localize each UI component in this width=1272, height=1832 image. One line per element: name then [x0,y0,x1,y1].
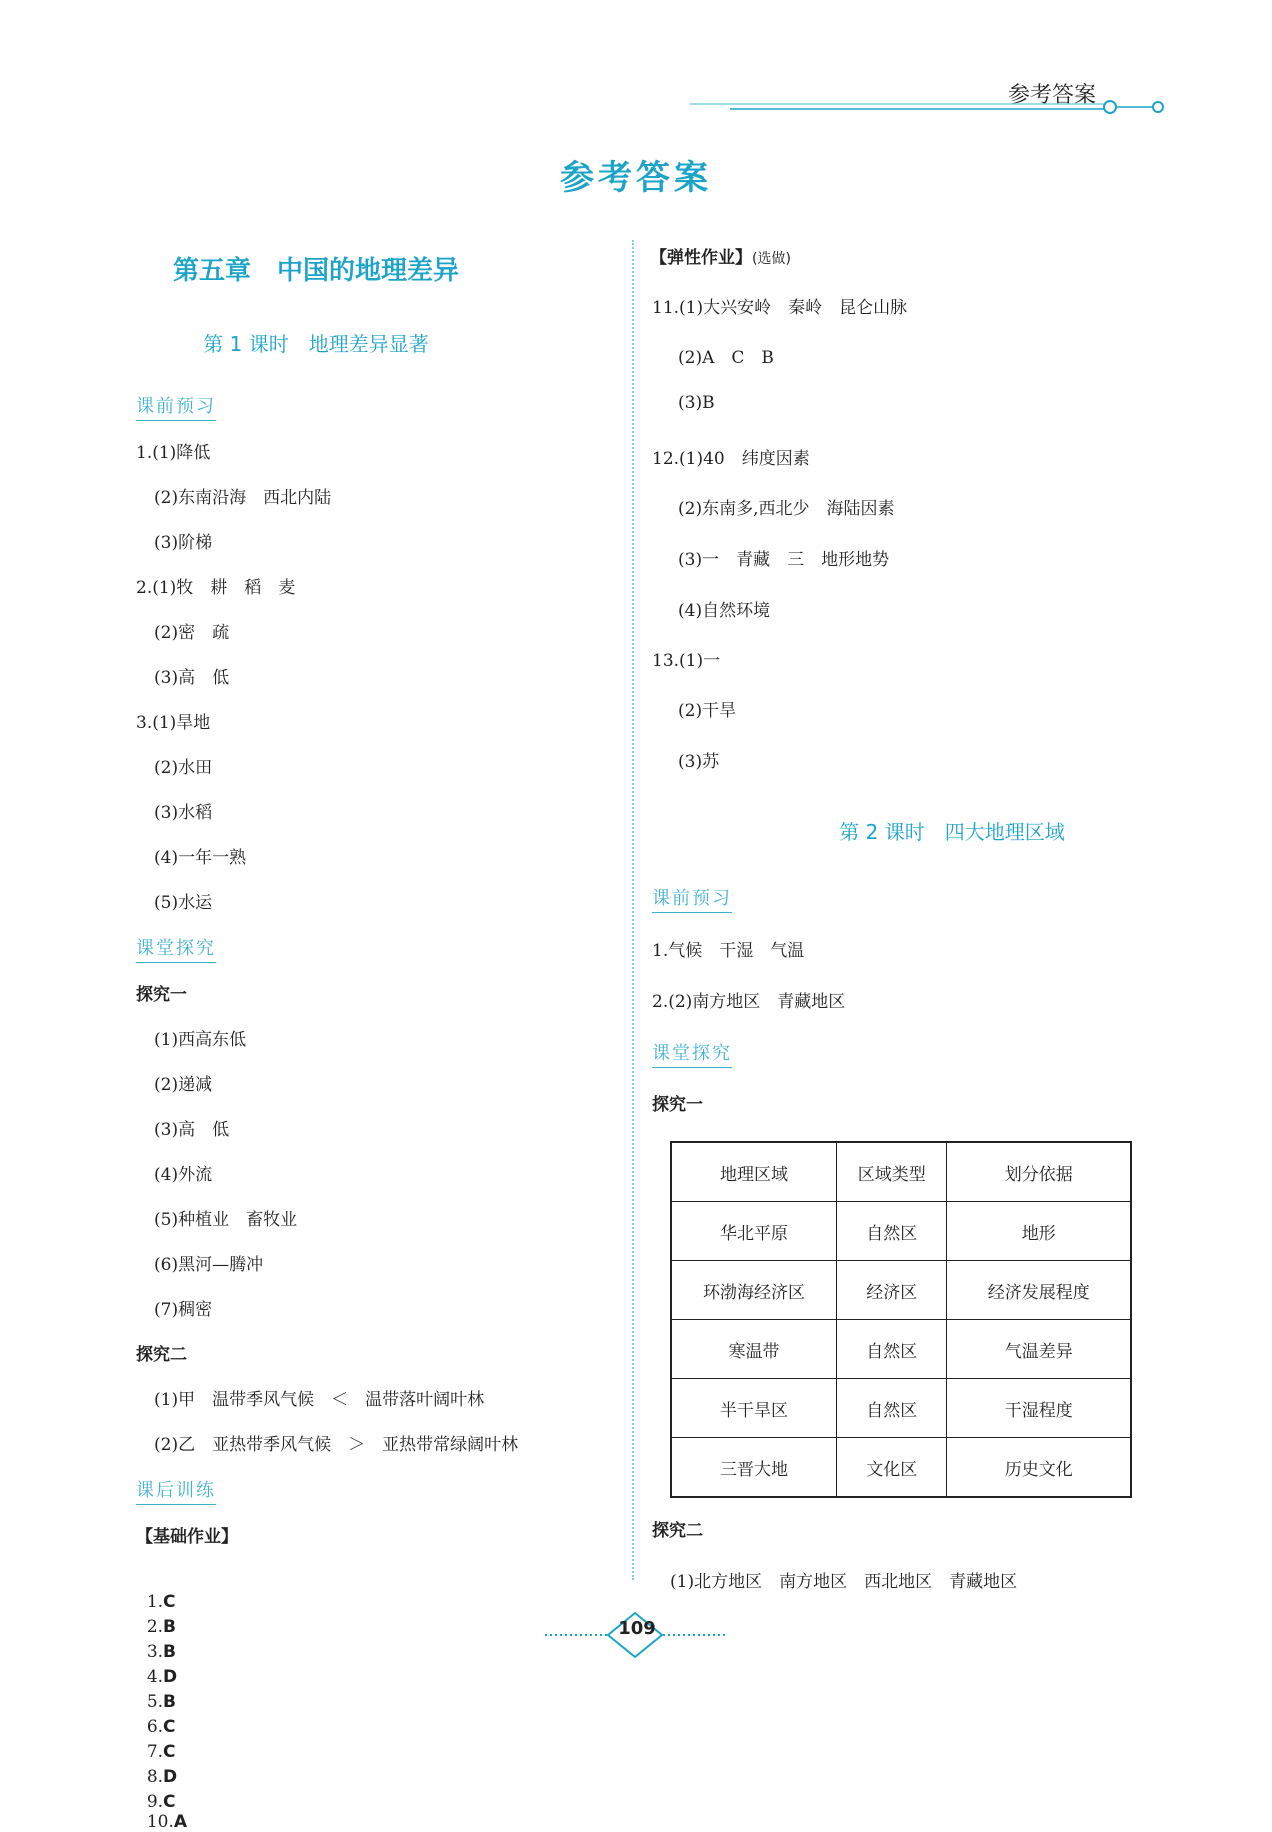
answer-line: 3.(1)旱地 [136,713,211,733]
table-header-cell: 区域类型 [837,1142,947,1202]
table-row [671,1438,1131,1498]
table-header-row [671,1142,1131,1202]
answer-line: 1.(1)降低 [136,443,211,463]
section-pre-study: 课前预习 [652,884,732,913]
table-row [671,1261,1131,1320]
table-header-cell: 划分依据 [947,1142,1131,1202]
answer-line: (1)西高东低 [154,1030,247,1050]
elastic-homework-heading: 【弹性作业】(选做) [650,248,791,268]
table-cell: 地形 [947,1202,1131,1261]
answer-line: (4)自然环境 [678,601,771,621]
explore-heading: 探究一 [136,985,187,1005]
lesson-title: 第 1 课时 地理差异显著 [203,332,429,356]
answer-line: (4)一年一熟 [154,848,247,868]
section-class-explore: 课堂探究 [136,934,216,963]
answer-line: (2)东南多,西北少 海陆因素 [678,499,895,519]
table-row [671,1320,1131,1379]
table-cell: 文化区 [837,1438,947,1498]
region-table [670,1141,1132,1498]
answer-line: (1)北方地区 南方地区 西北地区 青藏地区 [670,1572,1018,1592]
answer-line: 2.(2)南方地区 青藏地区 [652,992,846,1012]
table-cell: 自然区 [837,1320,947,1379]
table-cell: 自然区 [837,1379,947,1438]
table-cell: 历史文化 [947,1438,1131,1498]
answer-line: 13.(1)一 [652,651,721,671]
table-row [671,1379,1131,1438]
answer-line: (1)甲 温带季风气候 ＜ 温带落叶阔叶林 [154,1390,485,1410]
answer-line: (3)高 低 [154,668,230,688]
answer-line: 2.(1)牧 耕 稻 麦 [136,578,296,598]
table-cell: 干湿程度 [947,1379,1131,1438]
answer-line: (2)密 疏 [154,623,230,643]
section-pre-study: 课前预习 [136,392,216,421]
answer-line: (2)干旱 [678,701,737,721]
answer-line: (2)乙 亚热带季风气候 ＞ 亚热带常绿阔叶林 [154,1435,519,1455]
basic-homework-heading: 【基础作业】 [136,1527,238,1547]
section-after-class: 课后训练 [136,1476,216,1505]
answer-line: 11.(1)大兴安岭 秦岭 昆仑山脉 [652,298,908,318]
table-header-cell: 地理区域 [671,1142,837,1202]
answer-line: (5)种植业 畜牧业 [154,1210,298,1230]
answer-line: (3)B [678,393,715,413]
page-title: 参考答案 [560,158,712,198]
lesson-title: 第 2 课时 四大地理区域 [839,820,1065,844]
answer-line: (3)水稻 [154,803,213,823]
section-class-explore: 课堂探究 [652,1039,732,1068]
answer-line: (3)高 低 [154,1120,230,1140]
table-cell: 半干旱区 [671,1379,837,1438]
answer-line: (6)黑河—腾冲 [154,1255,264,1275]
header-label: 参考答案 [1008,83,1097,108]
answer-line: (7)稠密 [154,1300,213,1320]
page-number: 109 [618,1618,656,1639]
answer-line: (2)A C B [678,348,774,368]
chapter-title: 第五章 中国的地理差异 [172,256,459,286]
table-cell: 华北平原 [671,1202,837,1261]
table-cell: 气温差异 [947,1320,1131,1379]
table-cell: 自然区 [837,1202,947,1261]
answer-line: 1.气候 干湿 气温 [652,941,805,961]
answer-line: (3)一 青藏 三 地形地势 [678,550,890,570]
table-cell: 三晋大地 [671,1438,837,1498]
answer-line: (5)水运 [154,893,213,913]
table-cell: 环渤海经济区 [671,1261,837,1320]
table-cell: 经济区 [837,1261,947,1320]
table-cell: 寒温带 [671,1320,837,1379]
basic-answers: 1.C 2.B 3.B 4.D 5.B 6.C 7.C 8.D 9.C 10.A [146,1592,188,1832]
answer-line: (4)外流 [154,1165,213,1185]
table-row [671,1202,1131,1261]
answer-line: (2)东南沿海 西北内陆 [154,488,332,508]
column-divider [632,240,634,1580]
explore-heading: 探究二 [136,1345,187,1365]
answer-line: (2)递减 [154,1075,213,1095]
answer-line: 12.(1)40 纬度因素 [652,449,810,469]
answer-line: (3)苏 [678,752,720,772]
answer-line: (3)阶梯 [154,533,213,553]
explore-heading: 探究一 [652,1095,703,1115]
answer-line: (2)水田 [154,758,213,778]
explore-heading: 探究二 [652,1521,703,1541]
table-cell: 经济发展程度 [947,1261,1131,1320]
header-decoration [690,98,1170,118]
